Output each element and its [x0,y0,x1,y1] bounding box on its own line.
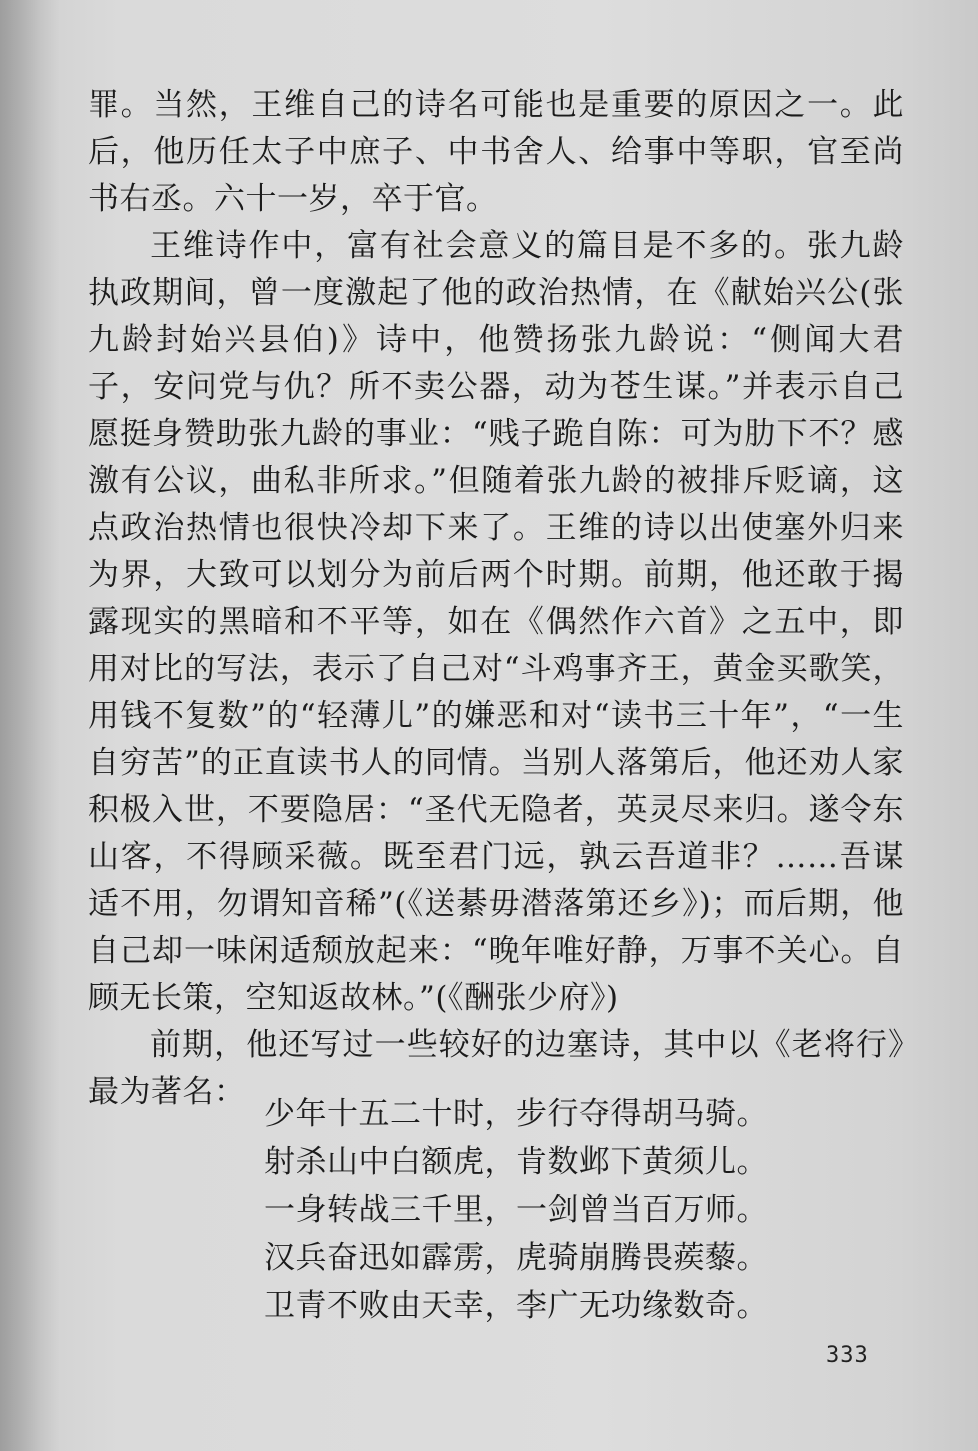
poem-line-4: 汉兵奋迅如霹雳，虎骑崩腾畏蒺藜。 [264,1240,768,1276]
poem-line-2: 射杀山中白额虎，肯数邺下黄须儿。 [264,1144,768,1180]
paragraph-3: 前期，他还写过一些较好的边塞诗，其中以《老将行》最为著名： [88,1027,904,1110]
paragraph-1: 罪。当然，王维自己的诗名可能也是重要的原因之一。此后，他历任太子中庶子、中书舍人、给事中等职，官至尚书右丞。六十一岁，卒于官。 [88,87,904,217]
page-number: 333 [826,1343,869,1368]
poem-block [264,1090,904,1330]
poem-line-3: 一身转战三千里，一剑曾当百万师。 [264,1192,768,1228]
poem-line-1: 少年十五二十时，步行夺得胡马骑。 [264,1096,768,1132]
paragraph-2: 王维诗作中，富有社会意义的篇目是不多的。张九龄执政期间，曾一度激起了他的政治热情，在《献始兴公(张九龄封始兴县伯)》诗中，他赞扬张九龄说：“侧闻大君子，安问党与仇？所不卖公器，动为苍生谋。”并表示自己愿挺身赞助张九龄的事业：“贱子跪自陈：可为肋下不？感激有公议，曲私非所求。”但随着张九龄的被排斥贬谪，这点政治热情也很快冷却下来了。王维的诗以出使塞外归来为界，大致可以划分为前后两个时期。前期，他还敢于揭露现实的黑暗和不平等，如在《偶然作六首》之五中，即用对比的写法，表示了自己对“斗鸡事齐王，黄金买歌笑，用钱不复数”的“轻薄儿”的嫌恶和对“读书三十年”，“一生自穷苦”的正直读书人的同情。当别人落第后，他还劝人家积极入世，不要隐居：“圣代无隐者，英灵尽来归。遂令东山客，不得顾采薇。既至君门远，孰云吾道非？……吾谋适不用，勿谓知音稀”(《送綦毋潜落第还乡》)；而后期，他自己却一味闲适颓放起来：“晚年唯好静，万事不关心。自顾无长策，空知返故林。”(《酬张少府》) [88,228,904,1016]
poem-line-5: 卫青不败由天幸，李广无功缘数奇。 [264,1288,768,1324]
page-gutter-shadow [0,0,60,1451]
body-text [88,82,904,1116]
